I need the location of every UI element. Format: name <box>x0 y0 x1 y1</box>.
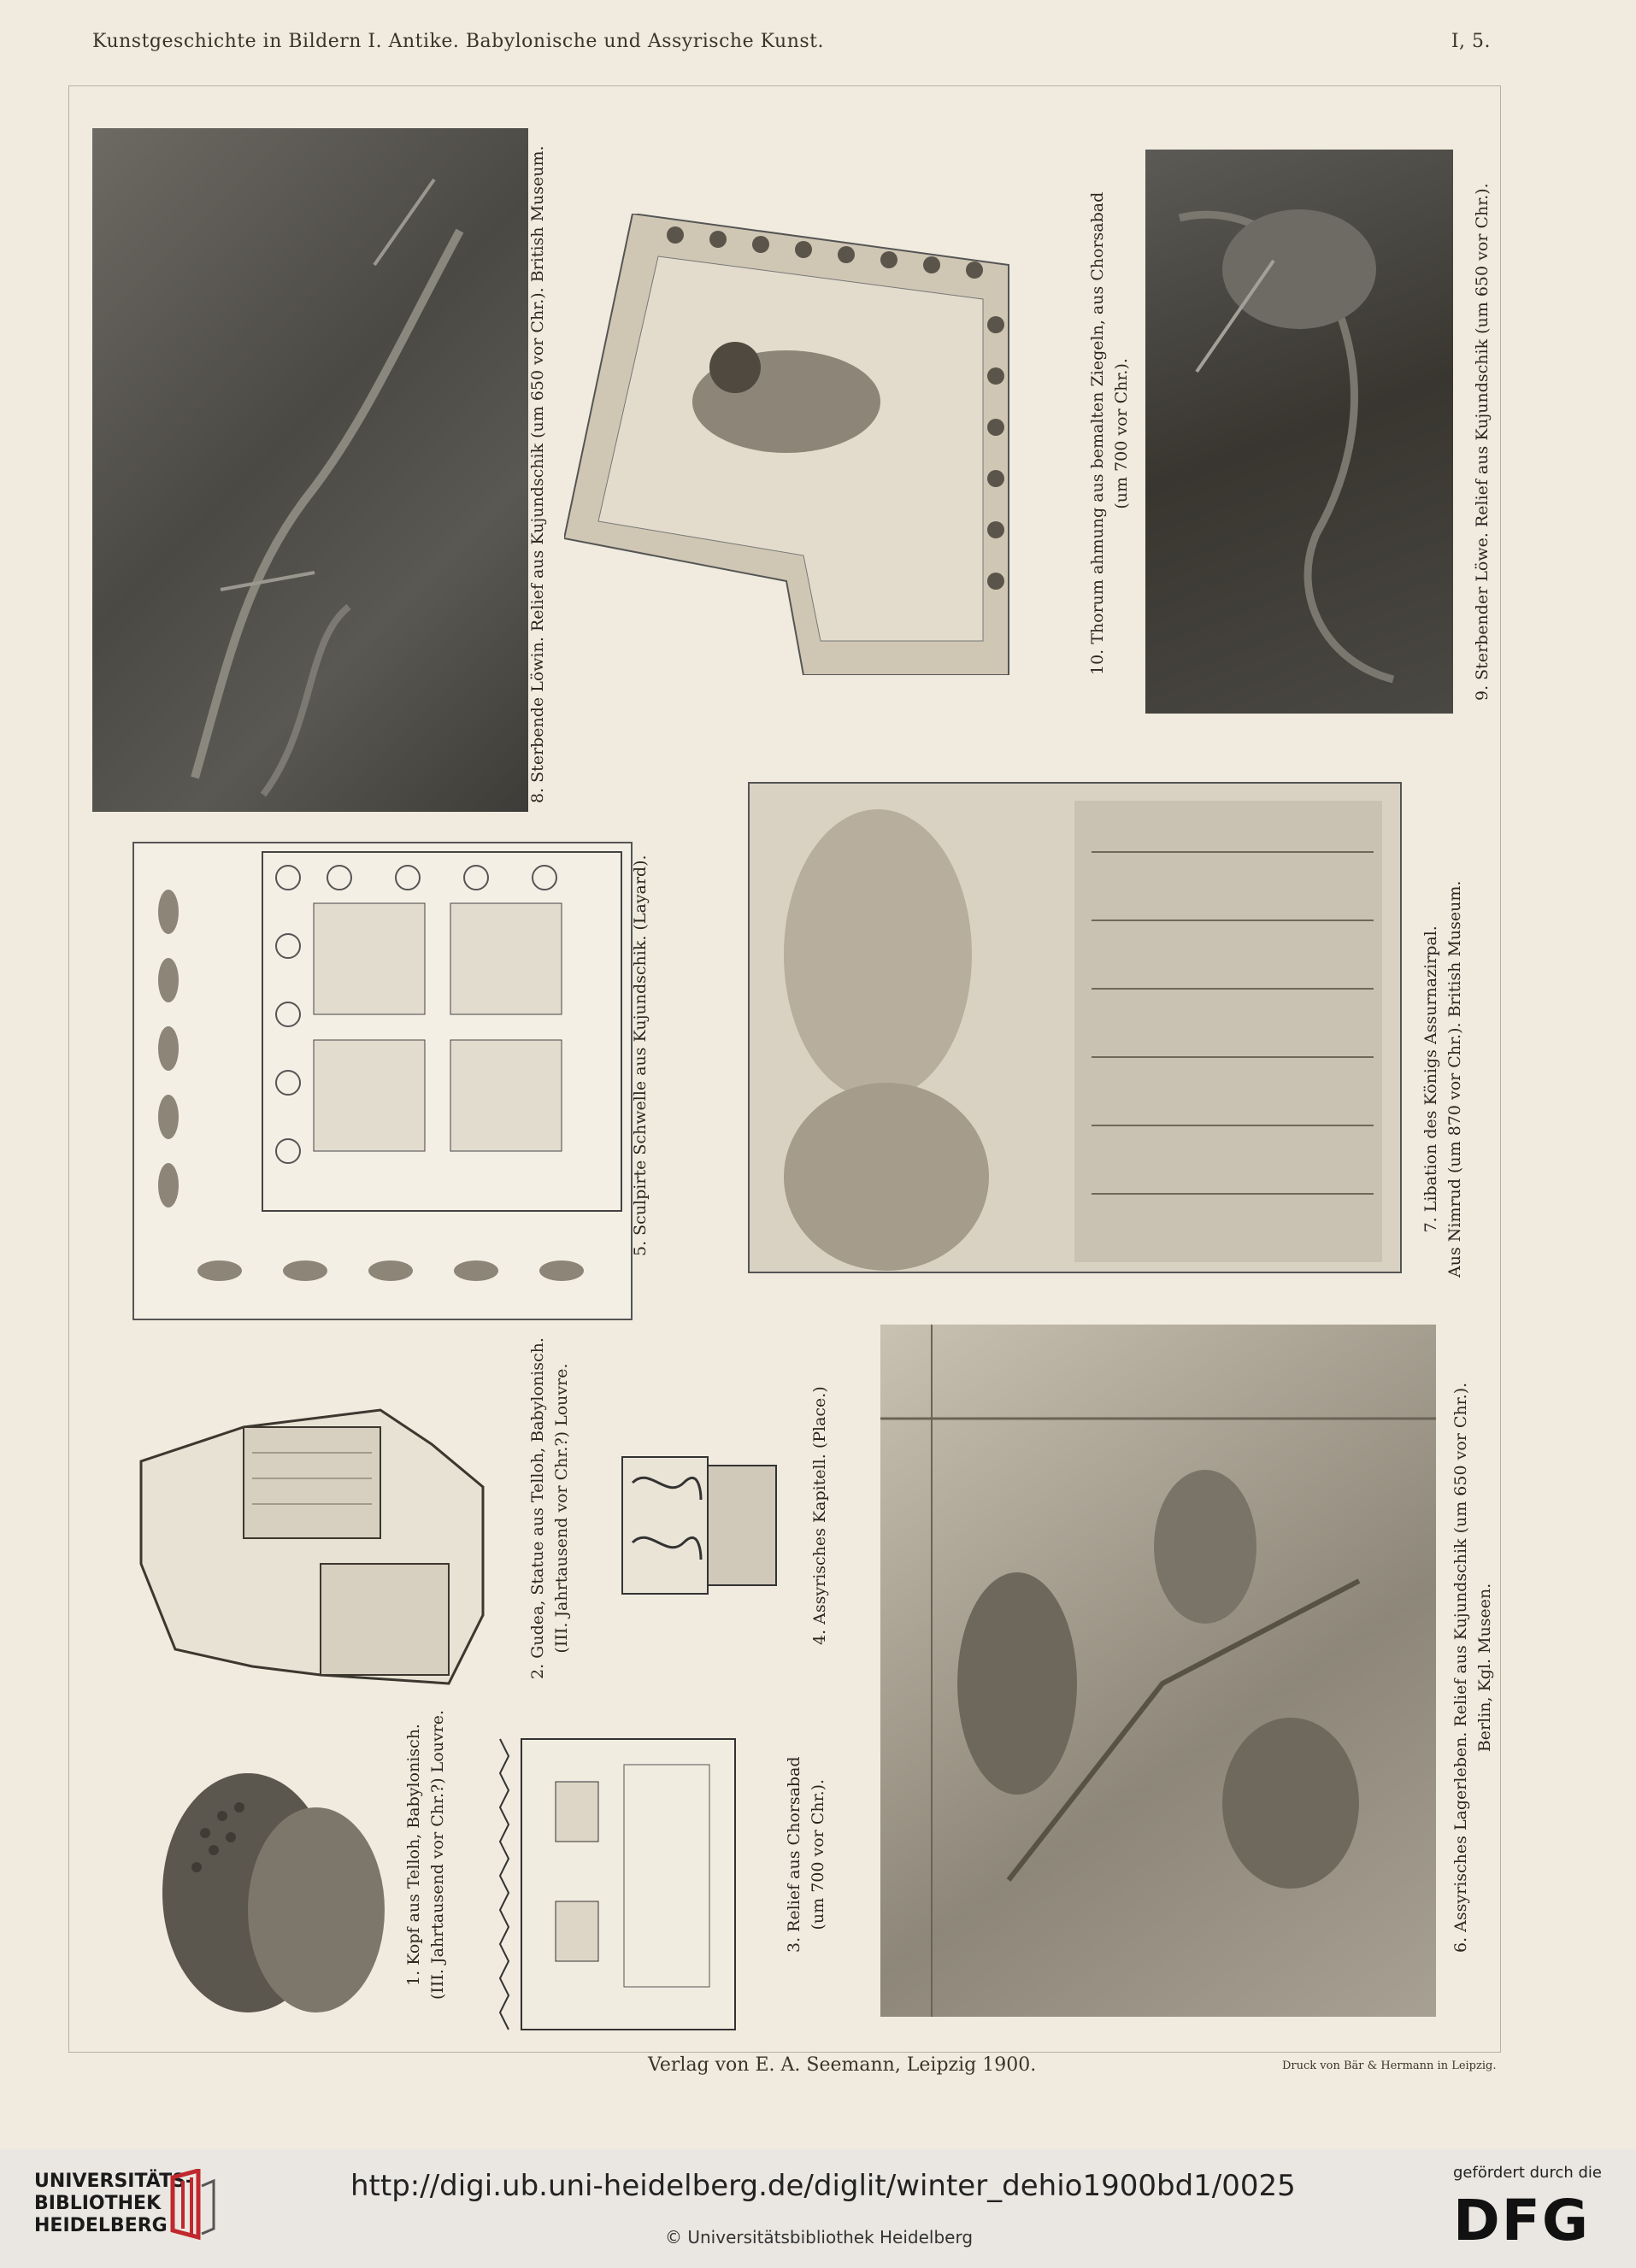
page-header-title: Kunstgeschichte in Bildern I. Antike. Babylonische und Assyrische Kunst. <box>92 31 824 52</box>
library-footer-bar <box>0 2149 1636 2268</box>
figure-4-image <box>615 1448 786 1602</box>
figure-2-image <box>124 1393 491 1709</box>
lioness-relief-icon <box>92 128 528 812</box>
dfg-logo: DFG <box>1453 2188 1591 2253</box>
publisher-line: Verlag von E. A. Seemann, Leipzig 1900. <box>648 2054 1037 2076</box>
figure-6-caption: 6. Assyrisches Lagerleben. Relief aus Kujundschik (um 650 vor Chr.). Berlin, Kgl. Museen. <box>1451 1382 1494 1953</box>
figure-5-image <box>132 842 633 1320</box>
figure-9-caption: 9. Sterbender Löwe. Relief aus Kujundschik (um 650 vor Chr.). <box>1473 183 1492 701</box>
permalink-url[interactable]: http://digi.ub.uni-heidelberg.de/diglit/winter_dehio1900bd1/0025 <box>350 2169 1296 2203</box>
telloh-head-icon <box>154 1765 393 2030</box>
gudea-statue-icon <box>124 1393 491 1709</box>
figure-1-caption: 1. Kopf aus Telloh, Babylonisch. (III. Jahrtausend vor Chr.?) Louvre. <box>404 1709 447 2000</box>
figure-8-caption: 8. Sterbende Löwin. Relief aus Kujundschik (um 650 vor Chr.). British Museum. <box>528 145 547 803</box>
camp-life-relief-icon <box>880 1325 1436 2017</box>
threshold-pattern-icon <box>134 843 633 1320</box>
figure-4-caption: 4. Assyrisches Kapitell. (Place.) <box>810 1386 829 1645</box>
figure-7-caption: 7. Libation des Königs Assurnazirpal. Aus Nimrud (um 870 vor Chr.). British Museum. <box>1421 880 1464 1278</box>
libation-relief-icon <box>750 784 1402 1273</box>
printer-line: Druck von Bär & Hermann in Leipzig. <box>1282 2059 1497 2072</box>
library-logo-icon <box>164 2169 217 2241</box>
figure-7-image <box>748 782 1402 1273</box>
figure-10-image <box>564 214 1026 675</box>
figure-2-caption: 2. Gudea, Statue aus Telloh, Babylonisch. (III. Jahrtausend vor Chr.?) Louvre. <box>528 1337 571 1679</box>
copyright-notice: © Universitätsbibliothek Heidelberg <box>665 2227 974 2247</box>
figure-3-caption: 3. Relief aus Chorsabad (um 700 vor Chr.). <box>785 1756 827 1953</box>
figure-5-caption: 5. Sculpirte Schwelle aus Kujundschik. (Layard). <box>631 855 650 1256</box>
figure-10-caption: 10. Thorum ahmung aus bemalten Ziegeln, aus Chorsabad (um 700 vor Chr.). <box>1088 191 1131 675</box>
lion-relief-icon <box>1145 150 1453 714</box>
chorsabad-relief-icon <box>496 1730 744 2034</box>
figure-3-image <box>496 1730 744 2034</box>
funding-label: gefördert durch die <box>1453 2164 1602 2182</box>
figure-1-image <box>154 1765 393 2030</box>
capital-icon <box>615 1448 786 1602</box>
library-name: UNIVERSITÄTS- BIBLIOTHEK HEIDELBERG <box>34 2171 194 2236</box>
figure-8-image <box>92 128 528 812</box>
figure-6-image <box>880 1325 1436 2017</box>
figure-9-image <box>1145 150 1453 714</box>
plate-number: I, 5. <box>1451 31 1491 52</box>
glazed-brick-icon <box>564 214 1026 675</box>
